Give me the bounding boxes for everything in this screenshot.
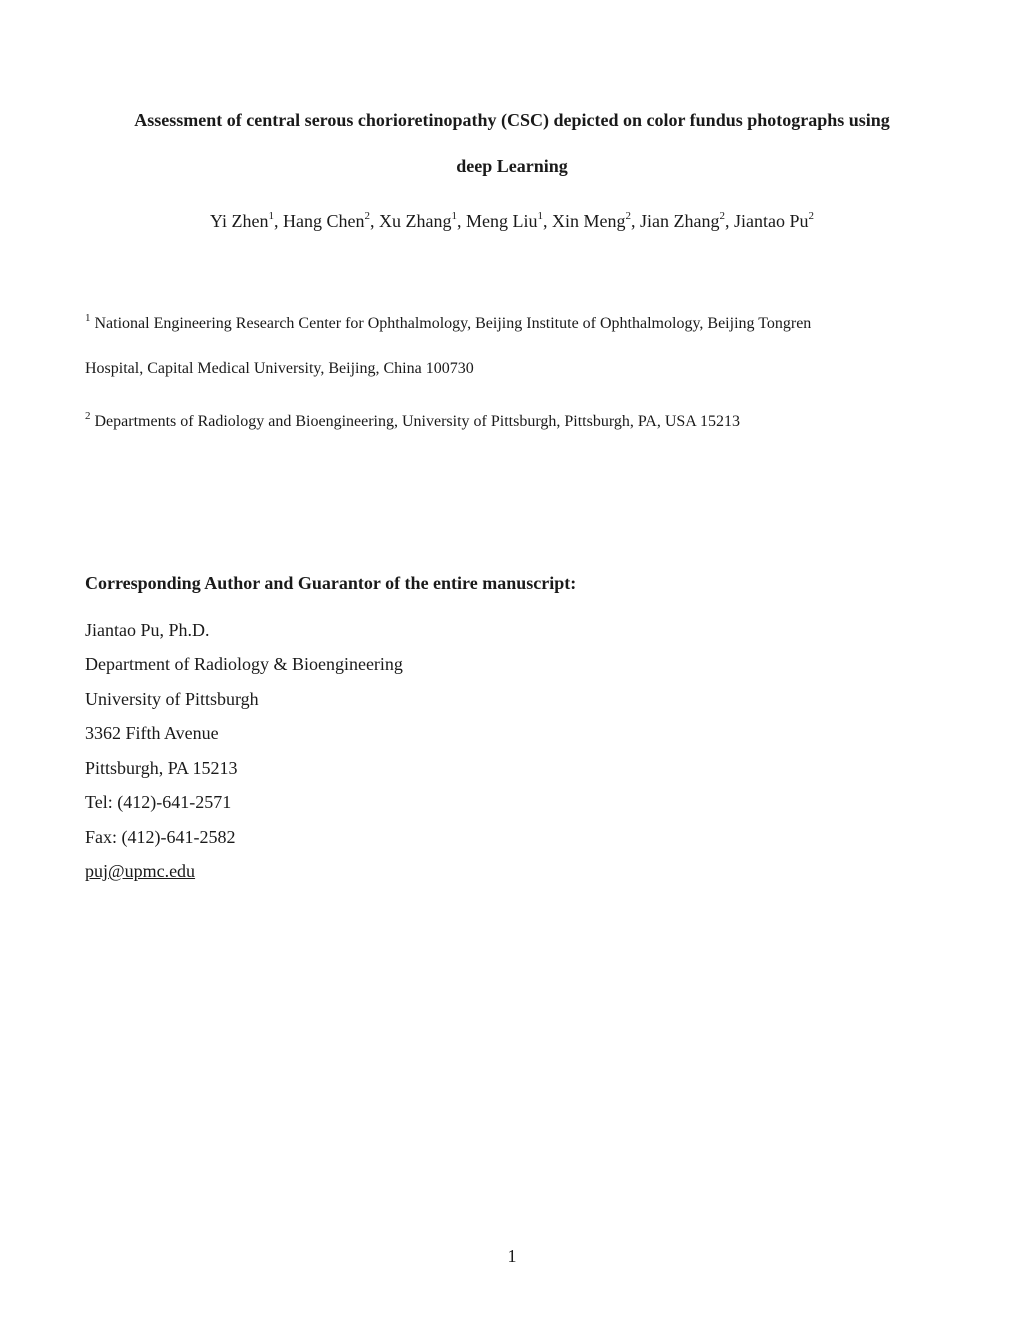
corresponding-author-tel: Tel: (412)-641-2571 [85,792,232,812]
author-affiliation-mark: 2 [364,210,370,222]
corresponding-author-email-line [85,860,195,882]
affiliation-1-continued: Hospital, Capital Medical University, Beijing, China 100730 [85,360,474,377]
affiliation-2-text: Departments of Radiology and Bioengineering, University of Pittsburgh, Pittsburgh, PA, USA 15213 [90,413,740,430]
author: Xu Zhang$^1$, [379,210,466,231]
author: Jian Zhang$^2$, [639,210,734,231]
author-affiliation-mark: 2 [808,210,814,222]
affiliation-1-text: National Engineering Research Center for Ophthalmology, Beijing Institute of Ophthalmology, Beijing Tongren [90,315,812,332]
author: Xin Meng$^2$, [551,210,640,231]
corresponding-author-university: University of Pittsburgh [85,689,259,709]
author-affiliation-mark: 2 [719,210,725,222]
affiliation-2-mark: 2 [85,409,91,422]
corresponding-author-fax: Fax: (412)-641-2582 [85,827,236,847]
author: Meng Liu$^1$, [465,210,552,231]
email-link[interactable]: puj@upmc.edu [85,861,196,881]
author-list [60,210,964,232]
paper-title-line-2: deep Learning [456,156,568,176]
affiliation-2 [85,409,965,432]
author-affiliation-mark: 1 [268,210,275,222]
author: Yi Zhen$^1$, [210,210,284,231]
author: Hang Chen$^2$, [283,210,379,231]
paper-title-line-1: Assessment of central serous chorioretinopathy (CSC) depicted on color fundus photographs using [134,110,890,130]
corresponding-author-department: Department of Radiology & Bioengineering [85,654,403,674]
author-affiliation-mark: 1 [537,210,543,222]
corresponding-author-street: 3362 Fifth Avenue [85,723,219,743]
affiliation-1 [85,311,965,334]
author-affiliation-mark: 1 [451,210,457,222]
author-affiliation-mark: 2 [625,210,631,222]
corresponding-author-name: Jiantao Pu, Ph.D. [85,620,210,640]
affiliation-1-mark: 1 [85,311,91,324]
corresponding-author-city: Pittsburgh, PA 15213 [85,758,238,778]
page-number: 1 [507,1246,517,1266]
corresponding-author-heading: Corresponding Author and Guarantor of the entire manuscript: [85,573,577,593]
author: Jiantao Pu$^2$ [733,210,814,231]
